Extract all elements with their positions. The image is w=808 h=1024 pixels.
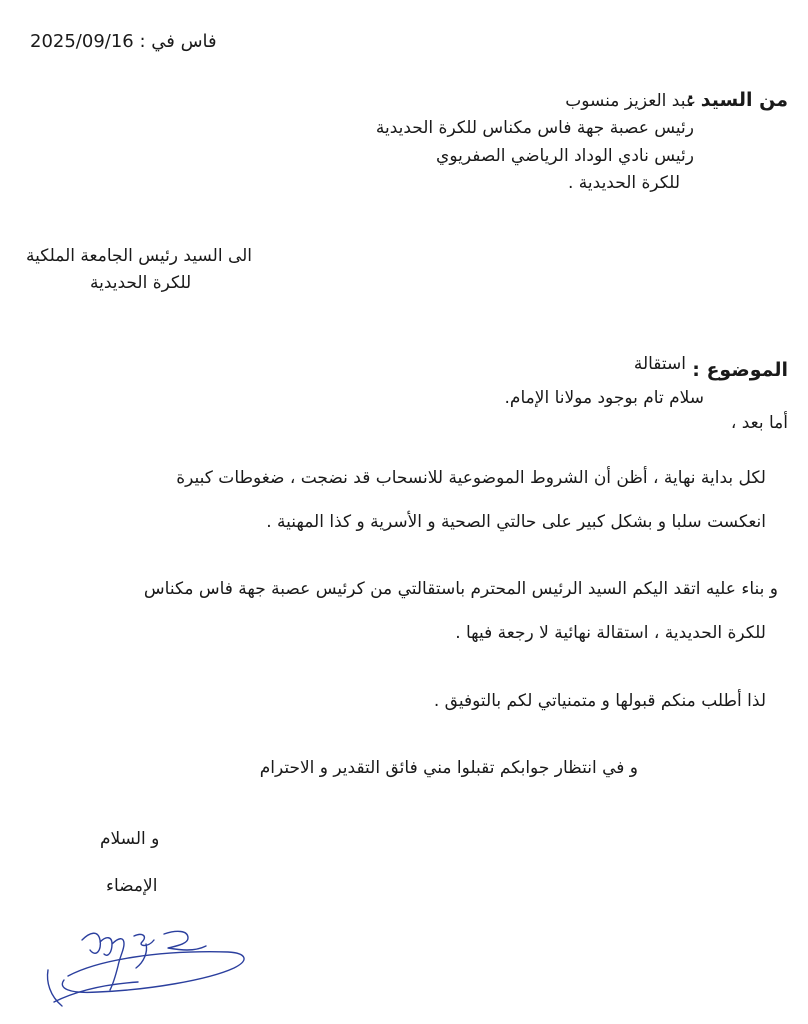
body-paragraph-2-line-1: و بناء عليه اتقد اليكم السيد الرئيس المحترم باستقالتي من كرئيس عصبة جهة فاس مكناس [143,579,778,599]
subject-label: الموضوع : [692,359,788,381]
signature-label: الإمضاء [106,876,158,896]
body-paragraph-4: و في انتظار جوابكم تقبلوا مني فائق التقدير و الاحترام [259,758,638,778]
sender-label: من السيد : [686,89,788,111]
sender-name: عبد العزيز منسوب [565,91,696,111]
sender-title-2: رئيس نادي الوداد الرياضي الصفريوي [436,146,694,166]
greeting-line: سلام تام بوجود مولانا الإمام. [504,388,704,408]
recipient-line-2: للكرة الحديدية [90,273,192,293]
body-paragraph-1-line-2: انعكست سلبا و بشكل كبير على حالتي الصحية و الأسرية و كذا المهنية . [266,512,766,532]
body-paragraph-1-line-1: لكل بداية نهاية ، أظن أن الشروط الموضوعية للانسحاب قد نضجت ، ضغوطات كبيرة [176,468,766,488]
handwritten-signature [38,910,258,1020]
recipient-line-1: الى السيد رئيس الجامعة الملكية [26,246,253,266]
sender-title-3: للكرة الحديدية . [568,173,680,193]
greeting-opening: أما بعد ، [730,413,788,433]
sender-title-1: رئيس عصبة جهة فاس مكناس للكرة الحديدية [375,118,694,138]
closing-salam: و السلام [100,829,160,849]
body-paragraph-3: لذا أطلب منكم قبولها و متمنياتي لكم بالتوفيق . [433,691,766,711]
subject-value: استقالة [633,354,686,374]
date-line: فاس في : 2025/09/16 [30,31,217,52]
body-paragraph-2-line-2: للكرة الحديدية ، استقالة نهائية لا رجعة فيها . [455,623,766,643]
